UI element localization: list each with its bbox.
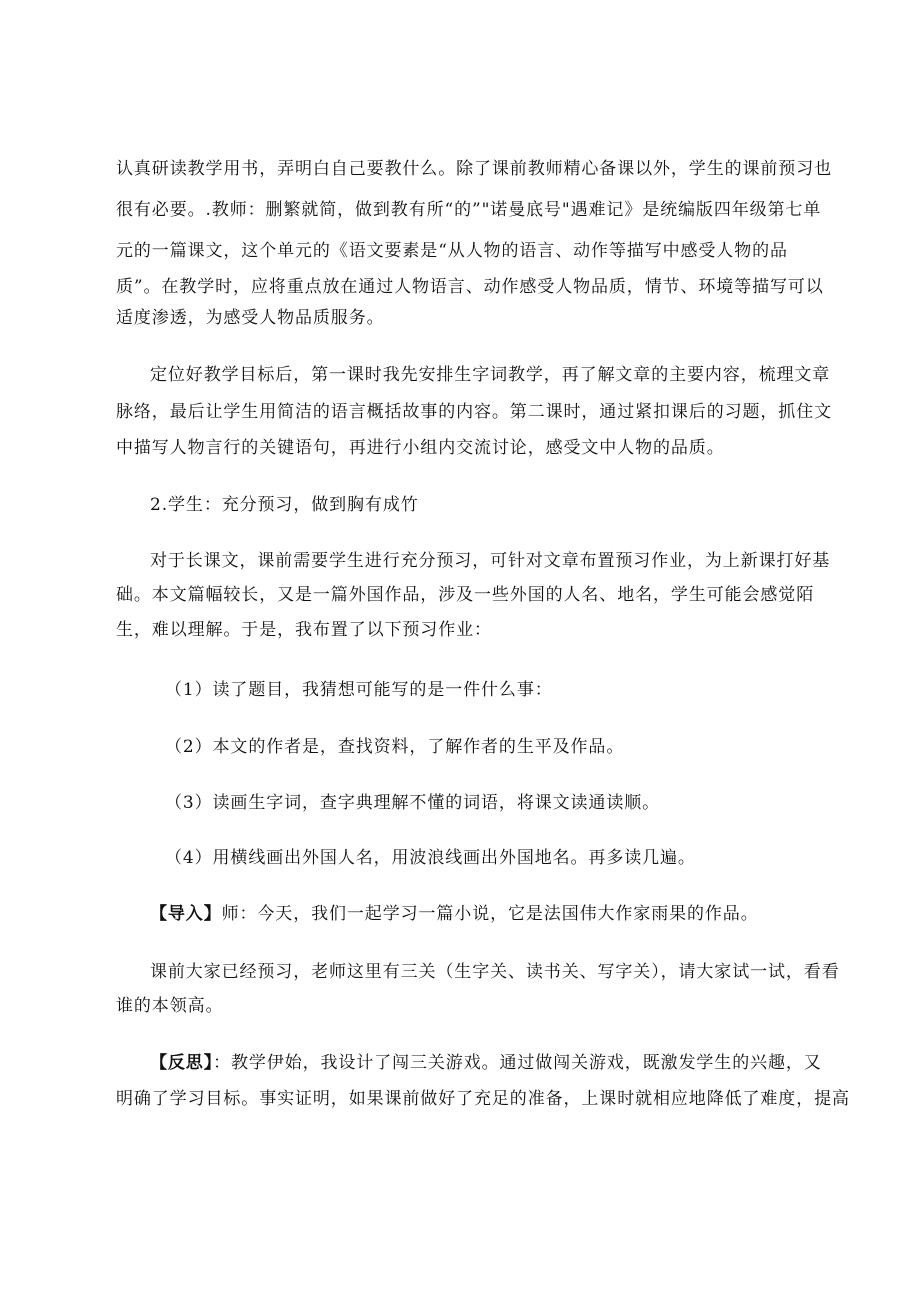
- paragraph-1-line-4: 质”。在教学时，应将重点放在通过人物语言、动作感受人物品质，情节、环境等描写可以: [116, 277, 824, 297]
- paragraph-2-line-1: 定位好教学目标后，第一课时我先安排生字词教学，再了解文章的主要内容，梳理文章: [150, 365, 831, 385]
- assignment-item-1: （1）读了题目，我猜想可能写的是一件什么事：: [165, 680, 553, 700]
- paragraph-2-line-3: 中描写人物言行的关键语句，再进行小组内交流讨论，感受文中人物的品质。: [116, 438, 725, 458]
- assignment-item-2: （2）本文的作者是，查找资料，了解作者的生平及作品。: [165, 737, 625, 757]
- intro-text: 师：今天，我们一起学习一篇小说，它是法国伟大作家雨果的作品。: [221, 904, 759, 924]
- reflection-text-1: ：教学伊始，我设计了闯三关游戏。通过做闯关游戏，既激发学生的兴趣，又: [213, 1053, 822, 1073]
- paragraph-3-line-1: 对于长课文，课前需要学生进行充分预习，可针对文章布置预习作业，为上新课打好基: [150, 551, 831, 571]
- reflection-label: 【反思】: [150, 1053, 214, 1073]
- reflection-line-1: [150, 1052, 822, 1074]
- paragraph-3-line-3: 生，难以理解。于是，我布置了以下预习作业：: [116, 620, 492, 640]
- intro-paragraph: [150, 903, 759, 925]
- paragraph-3-line-2: 础。本文篇幅较长，又是一篇外国作品，涉及一些外国的人名、地名，学生可能会感觉陌: [116, 585, 815, 605]
- paragraph-1-line-5: 适度渗透，为感受人物品质服务。: [116, 308, 385, 328]
- section-heading-students: 2.学生：充分预习，做到胸有成竹: [150, 495, 419, 515]
- paragraph-4-line-2: 谁的本领高。: [116, 996, 224, 1016]
- intro-label: 【导入】: [150, 904, 222, 924]
- paragraph-1-line-1: 认真研读教学用书，弄明白自己要教什么。除了课前教师精心备课以外，学生的课前预习也: [116, 159, 832, 179]
- reflection-line-2: 明确了学习目标。事实证明，如果课前做好了充足的准备，上课时就相应地降低了难度，提高: [116, 1089, 850, 1109]
- paragraph-4-line-1: 课前大家已经预习，老师这里有三关（生字关、读书关、写字关），请大家试一试，看看: [150, 962, 840, 982]
- paragraph-1-line-3: 元的一篇课文，这个单元的《语文要素是“从人物的语言、动作等描写中感受人物的品: [116, 241, 788, 261]
- assignment-item-4: （4）用横线画出外国人名，用波浪线画出外国地名。再多读几遍。: [165, 848, 696, 868]
- paragraph-1-line-2: 很有必要。.教师：删繁就简，做到教有所“的”"诺曼底号"遇难记》是统编版四年级第七单: [116, 200, 822, 220]
- paragraph-2-line-2: 脉络，最后让学生用简洁的语言概括故事的内容。第二课时，通过紧扣课后的习题，抓住文: [116, 402, 832, 422]
- assignment-item-3: （3）读画生字词，查字典理解不懂的词语，将课文读通读顺。: [165, 793, 661, 813]
